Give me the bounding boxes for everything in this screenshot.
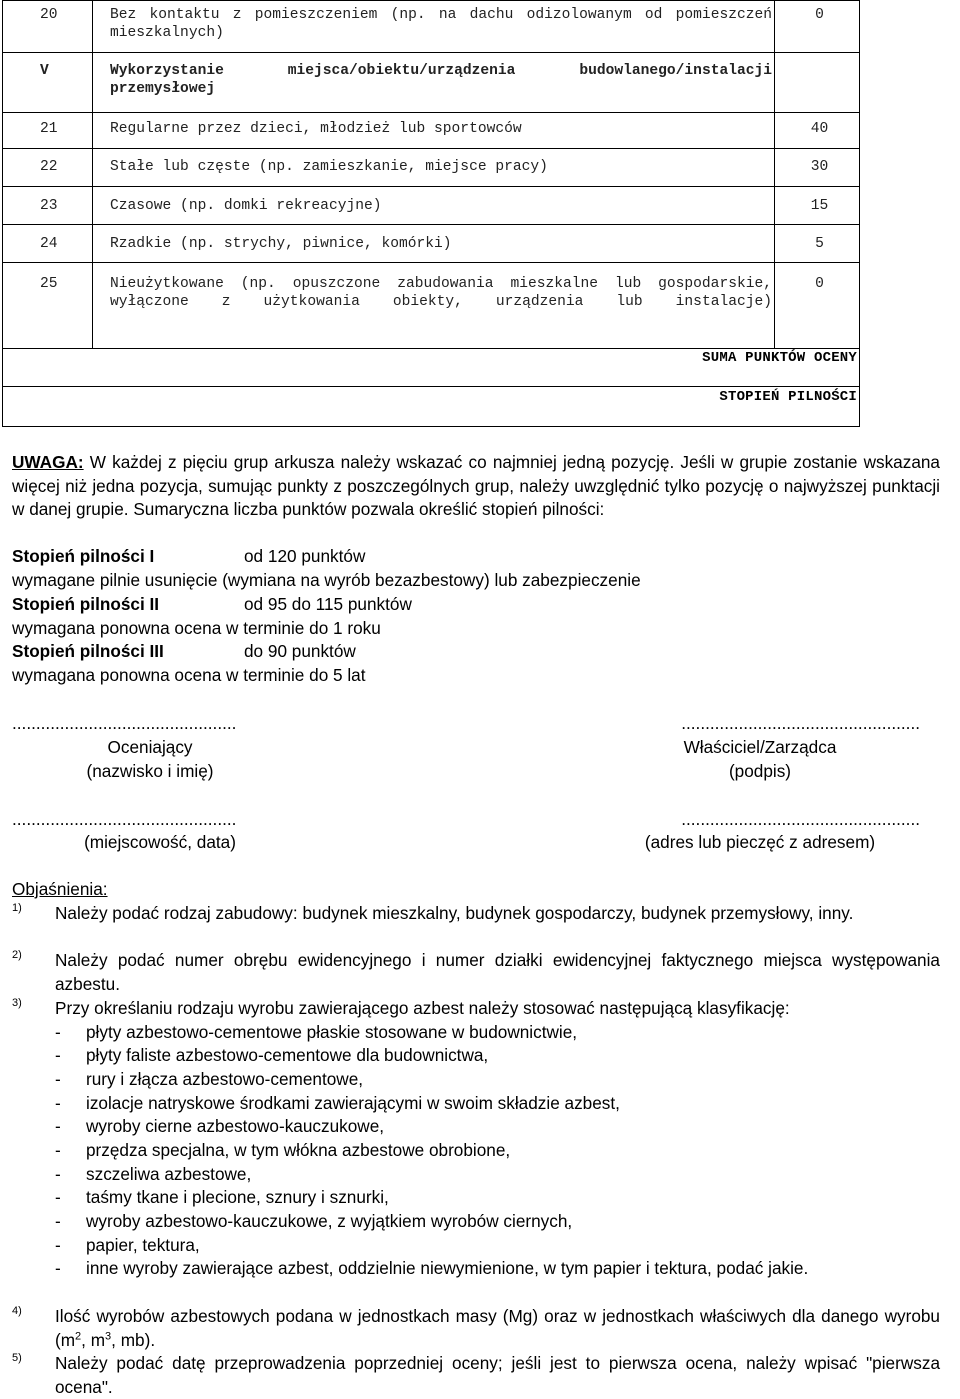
place-date-note: (miejscowość, data): [84, 832, 236, 852]
list-item: płyty faliste azbestowo-cementowe dla budownictwa,: [86, 1045, 489, 1065]
urgency-level-range: od 120 punktów: [244, 546, 366, 566]
assessment-table: [2, 0, 960, 430]
note-text: W każdej z pięciu grup arkusza należy wskazać co najmniej jedną pozycję. Jeśli w grupie zostanie wskazana więcej niż jedna pozycja, sumując punkty z poszczególnych grup, należy uwzględnić tylko pozycję o najwyższej punktacji w danej grupie. Sumaryczna liczba punktów pozwala określić stopień pilności:: [12, 452, 940, 520]
list-dash: -: [55, 1140, 61, 1160]
table-rule: [2, 0, 860, 1]
urgency-level-range: do 90 punktów: [244, 641, 356, 661]
signature-line: ..................................................: [681, 713, 920, 733]
row-points: 30: [810, 159, 829, 175]
table-rule: [92, 0, 93, 349]
row-number: 21: [40, 121, 58, 137]
footnote-text: Należy podać datę przeprowadzenia poprzedniej oceny; jeśli jest to pierwsza ocena, należy wpisać "pierwsza ocena".: [55, 1353, 940, 1397]
urgency-level-name: Stopień pilności II: [12, 594, 160, 614]
urgency-level: [12, 545, 940, 569]
row-description: Czasowe (np. domki rekreacyjne): [110, 198, 382, 214]
row-points: 5: [815, 236, 824, 252]
list-item: wyroby cierne azbestowo-kauczukowe,: [86, 1116, 385, 1136]
list-dash: -: [55, 1187, 61, 1207]
urgency-level: [12, 593, 940, 617]
note-label: UWAGA:: [12, 452, 84, 472]
footnote-text-part: Ilość wyrobów azbestowych podana w jednostkach masy (Mg) oraz w jednostkach właściwych dla danego wyrobu (m: [55, 1306, 940, 1350]
list-item: rury i złącza azbestowo-cementowe,: [86, 1069, 364, 1089]
section-title: Wykorzystanie miejsca/obiektu/urządzenia budowlanego/instalacji przemysłowej: [110, 63, 772, 97]
footnote-superscript: 2: [75, 1329, 82, 1342]
urgency-level-name: Stopień pilności III: [12, 641, 164, 661]
list-dash: -: [55, 1258, 61, 1278]
urgency-level-range: od 95 do 115 punktów: [244, 594, 412, 614]
list-item: szczeliwa azbestowe,: [86, 1164, 252, 1184]
table-rule: [2, 186, 860, 187]
table-rule: [2, 348, 860, 349]
row-description: Regularne przez dzieci, młodzież lub sportowców: [110, 121, 522, 137]
urgency-level-name: Stopień pilności I: [12, 546, 155, 566]
row-description: Bez kontaktu z pomieszczeniem (np. na dachu odizolowanym od pomieszczeń mieszkalnych): [110, 7, 772, 41]
list-dash: -: [55, 1164, 61, 1184]
list-dash: -: [55, 1022, 61, 1042]
row-points: 40: [810, 121, 829, 137]
list-item: płyty azbestowo-cementowe płaskie stosowane w budownictwie,: [86, 1022, 578, 1042]
list-item: izolacje natryskowe środkami zawierającymi w swoim składzie azbest,: [86, 1093, 620, 1113]
list-item: papier, tektura,: [86, 1235, 200, 1255]
row-points: 0: [815, 276, 824, 292]
row-number: 25: [40, 276, 58, 292]
table-rule: [2, 386, 860, 387]
footnote-superscript: 3: [105, 1329, 112, 1342]
footnote-marker: 1): [12, 902, 22, 914]
urgency-level-action: wymagana ponowna ocena w terminie do 5 lat: [12, 665, 366, 685]
row-points: 15: [810, 198, 829, 214]
address-note: (adres lub pieczęć z adresem): [644, 832, 876, 852]
table-rule: [2, 52, 860, 53]
row-number: 20: [40, 7, 58, 23]
list-item: inne wyroby zawierające azbest, oddzielnie niewymienione, w tym papier i tektura, podać jakie.: [86, 1258, 809, 1278]
table-rule: [2, 0, 3, 427]
sum-points-label: SUMA PUNKTÓW OCENY: [702, 350, 857, 366]
signature-line: ...............................................: [12, 713, 237, 733]
urgency-level: [12, 640, 940, 664]
footnote-marker: 5): [12, 1352, 22, 1364]
row-description: Nieużytkowane (np. opuszczone zabudowania mieszkalne lub gospodarskie, wyłączone z użytkowania obiekty, urządzenia lub instalacje): [110, 276, 772, 310]
footnote-text: Należy podać numer obrębu ewidencyjnego i numer działki ewidencyjnej faktycznego miejsca występowania azbestu.: [55, 950, 940, 994]
list-dash: -: [55, 1045, 61, 1065]
footnote-text: [55, 1305, 940, 1352]
footnote-text: Przy określaniu rodzaju wyrobu zawierającego azbest należy stosować następującą klasyfikację:: [55, 998, 790, 1018]
table-rule: [2, 148, 860, 149]
list-item: taśmy tkane i plecione, sznury i sznurki,: [86, 1187, 389, 1207]
table-rule: [2, 262, 860, 263]
footnote-marker: 3): [12, 997, 22, 1009]
list-item: przędza specjalna, w tym włókna azbestowe obrobione,: [86, 1140, 511, 1160]
row-number: 22: [40, 159, 58, 175]
row-description: Rzadkie (np. strychy, piwnice, komórki): [110, 236, 452, 252]
urgency-level-action: wymagane pilnie usunięcie (wymiana na wyrób bezazbestowy) lub zabezpieczenie: [12, 570, 641, 590]
row-number: 23: [40, 198, 58, 214]
table-rule: [2, 224, 860, 225]
list-dash: -: [55, 1211, 61, 1231]
signature-line: ...............................................: [12, 809, 237, 829]
assessor-label: Oceniający: [107, 737, 193, 757]
list-dash: -: [55, 1235, 61, 1255]
explanations-title: Objaśnienia:: [12, 879, 108, 899]
signature-line: ..................................................: [681, 809, 920, 829]
row-points: 0: [815, 7, 824, 23]
footnote-marker: 2): [12, 949, 22, 961]
footnote-text: Należy podać rodzaj zabudowy: budynek mieszkalny, budynek gospodarczy, budynek przemysłowy, inny.: [55, 903, 854, 923]
assessor-note: (nazwisko i imię): [86, 761, 214, 781]
owner-label: Właściciel/Zarządca: [683, 737, 837, 757]
table-rule: [2, 426, 860, 427]
list-dash: -: [55, 1116, 61, 1136]
section-number: V: [40, 63, 49, 79]
list-dash: -: [55, 1093, 61, 1113]
urgency-level-action: wymagana ponowna ocena w terminie do 1 roku: [12, 618, 381, 638]
list-item: wyroby azbestowo-kauczukowe, z wyjątkiem wyrobów ciernych,: [86, 1211, 573, 1231]
footnote-text-part: , m: [81, 1329, 106, 1350]
row-number: 24: [40, 236, 58, 252]
table-rule: [2, 112, 860, 113]
note-paragraph: [12, 451, 940, 522]
footnote-text-part: , mb).: [111, 1329, 156, 1350]
footnote-marker: 4): [12, 1305, 22, 1317]
list-dash: -: [55, 1069, 61, 1089]
table-rule: [774, 0, 775, 349]
row-description: Stałe lub częste (np. zamieszkanie, miejsce pracy): [110, 159, 548, 175]
urgency-level-label: STOPIEŃ PILNOŚCI: [719, 389, 857, 405]
owner-note: (podpis): [728, 761, 792, 781]
